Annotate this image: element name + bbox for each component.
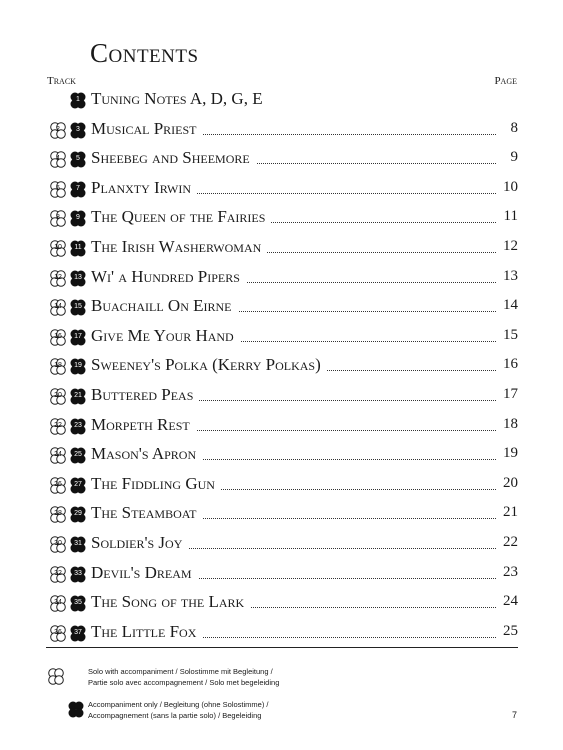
track-icons bbox=[46, 177, 91, 201]
solo-track-number: 10 bbox=[54, 244, 62, 251]
contents-row bbox=[46, 325, 518, 351]
tune-title: Devil's Dream bbox=[91, 563, 198, 583]
black-shamrock-icon bbox=[67, 327, 89, 349]
accompaniment-track-number: 1 bbox=[76, 96, 80, 103]
tune-title: The Queen of the Fairies bbox=[91, 207, 271, 227]
black-shamrock-icon bbox=[67, 268, 89, 290]
page-ref: 20 bbox=[497, 475, 518, 492]
track-icons bbox=[46, 443, 91, 467]
tune-title: Wi' a Hundred Pipers bbox=[91, 267, 246, 287]
tune-title: Sweeney's Polka (Kerry Polkas) bbox=[91, 355, 327, 375]
contents-row bbox=[46, 473, 518, 499]
accompaniment-track-number: 13 bbox=[74, 273, 82, 281]
solo-track-number: 6 bbox=[56, 184, 60, 192]
solo-track-number: 8 bbox=[56, 214, 60, 222]
accompaniment-track-number: 9 bbox=[76, 214, 80, 222]
white-shamrock-icon bbox=[47, 386, 69, 408]
dot-leader bbox=[156, 548, 496, 549]
tune-title: Tuning Notes A, D, G, E bbox=[91, 89, 269, 109]
dot-leader bbox=[156, 430, 496, 431]
tune-title: Buttered Peas bbox=[91, 385, 199, 405]
dot-leader bbox=[156, 459, 496, 460]
dot-leader bbox=[156, 193, 496, 194]
accompaniment-track-number: 25 bbox=[74, 451, 82, 459]
white-shamrock-icon bbox=[47, 268, 69, 290]
solo-track-number: 34 bbox=[54, 599, 62, 607]
page-column-header: Page bbox=[494, 75, 517, 87]
track-icons bbox=[46, 473, 91, 497]
page-ref: 14 bbox=[497, 297, 518, 314]
contents-row bbox=[46, 266, 518, 292]
white-shamrock-icon bbox=[47, 297, 69, 319]
track-icons bbox=[46, 295, 91, 319]
black-shamrock-icon bbox=[67, 120, 89, 142]
page-ref: 13 bbox=[497, 268, 518, 285]
accompaniment-track-number: 19 bbox=[74, 362, 82, 370]
solo-track-number: 14 bbox=[54, 303, 62, 311]
page-ref: 23 bbox=[497, 564, 518, 581]
page-ref: 19 bbox=[497, 445, 518, 462]
solo-track-number: 16 bbox=[54, 332, 62, 340]
black-shamrock-icon bbox=[67, 208, 89, 230]
page-ref: 22 bbox=[497, 534, 518, 551]
black-shamrock-icon bbox=[67, 386, 89, 408]
track-icons bbox=[46, 147, 91, 171]
track-icons bbox=[46, 118, 91, 142]
black-shamrock-icon bbox=[67, 534, 89, 556]
solo-track-number: 32 bbox=[54, 569, 62, 577]
contents-row bbox=[46, 532, 518, 558]
black-shamrock-icon bbox=[67, 416, 89, 438]
track-icons bbox=[46, 532, 91, 556]
contents-row bbox=[46, 562, 518, 588]
contents-row bbox=[46, 295, 518, 321]
legend-acc-line1: Accompaniment only / Begleitung (ohne Solostimme) / bbox=[88, 700, 269, 709]
contents-row bbox=[46, 502, 518, 528]
accompaniment-track-number: 21 bbox=[74, 392, 82, 399]
contents-row bbox=[46, 414, 518, 440]
track-icons bbox=[46, 354, 91, 378]
track-icons bbox=[46, 206, 91, 230]
track-icons bbox=[46, 502, 91, 526]
accompaniment-track-number: 15 bbox=[74, 303, 82, 311]
accompaniment-track-number: 17 bbox=[74, 332, 82, 340]
white-shamrock-icon bbox=[47, 356, 69, 378]
tune-title: The Irish Washerwoman bbox=[91, 237, 267, 257]
black-shamrock-icon bbox=[67, 297, 89, 319]
track-icons bbox=[46, 236, 91, 260]
white-shamrock-icon bbox=[47, 445, 69, 467]
tune-title: The Song of the Lark bbox=[91, 592, 250, 612]
black-shamrock-icon bbox=[67, 238, 89, 260]
accompaniment-track-number: 29 bbox=[74, 510, 82, 518]
solo-track-number: 18 bbox=[54, 362, 62, 370]
black-shamrock-icon bbox=[67, 356, 89, 378]
legend-solo-line2: Partie solo avec accompagnement / Solo met begeleiding bbox=[88, 678, 280, 687]
tune-title: Soldier's Joy bbox=[91, 533, 188, 553]
solo-track-number: 36 bbox=[54, 628, 62, 636]
tune-title: Morpeth Rest bbox=[91, 415, 196, 435]
page-ref: 24 bbox=[497, 593, 518, 610]
contents-row bbox=[46, 591, 518, 617]
dot-leader bbox=[156, 134, 496, 135]
solo-track-number: 30 bbox=[54, 540, 62, 547]
white-shamrock-icon bbox=[47, 238, 69, 260]
page-ref: 18 bbox=[497, 416, 518, 433]
tune-title: Mason's Apron bbox=[91, 444, 202, 464]
legend-acc-line2: Accompagnement (sans la partie solo) / Begeleiding bbox=[88, 711, 262, 720]
white-shamrock-icon bbox=[47, 120, 69, 142]
track-icons bbox=[46, 384, 91, 408]
page-ref: 17 bbox=[497, 386, 518, 403]
page-ref: 9 bbox=[505, 149, 519, 166]
tune-title: The Steamboat bbox=[91, 503, 202, 523]
white-shamrock-icon bbox=[47, 593, 69, 615]
tune-title: Sheebeg and Sheemore bbox=[91, 148, 256, 168]
track-icons bbox=[46, 414, 91, 438]
solo-track-number: 12 bbox=[54, 273, 62, 281]
track-icons bbox=[46, 325, 91, 349]
page-ref: 8 bbox=[505, 120, 519, 137]
black-shamrock-icon bbox=[67, 90, 89, 112]
black-shamrock-icon bbox=[65, 699, 87, 721]
white-shamrock-icon bbox=[47, 208, 69, 230]
page-ref: 10 bbox=[497, 179, 518, 196]
footer-divider bbox=[46, 647, 518, 648]
contents-row bbox=[46, 354, 518, 380]
accompaniment-track-number: 33 bbox=[74, 569, 82, 577]
page-ref: 12 bbox=[497, 238, 518, 255]
dot-leader bbox=[156, 637, 496, 638]
solo-track-number: 28 bbox=[54, 510, 62, 518]
black-shamrock-icon bbox=[67, 593, 89, 615]
contents-row bbox=[46, 88, 518, 114]
black-shamrock-icon bbox=[67, 179, 89, 201]
black-shamrock-icon bbox=[67, 445, 89, 467]
track-icons bbox=[46, 562, 91, 586]
accompaniment-track-number: 27 bbox=[74, 480, 82, 488]
dot-leader bbox=[156, 578, 496, 579]
contents-row bbox=[46, 177, 518, 203]
white-shamrock-icon bbox=[47, 475, 69, 497]
white-shamrock-icon bbox=[45, 666, 67, 688]
solo-track-number: 4 bbox=[56, 155, 60, 163]
accompaniment-track-number: 37 bbox=[74, 628, 82, 636]
black-shamrock-icon bbox=[67, 149, 89, 171]
solo-track-number: 24 bbox=[54, 451, 62, 459]
accompaniment-track-number: 3 bbox=[76, 125, 80, 133]
page-title: Contents bbox=[90, 38, 199, 68]
accompaniment-track-number: 11 bbox=[74, 244, 82, 251]
accompaniment-track-number: 31 bbox=[74, 540, 82, 547]
track-column-header: Track bbox=[47, 75, 76, 87]
page-ref: 11 bbox=[498, 208, 518, 225]
dot-leader bbox=[156, 400, 496, 401]
page-ref: 16 bbox=[497, 356, 518, 373]
contents-row bbox=[46, 206, 518, 232]
contents-row bbox=[46, 443, 518, 469]
tune-title: Buachaill On Eirne bbox=[91, 296, 238, 316]
accompaniment-track-number: 5 bbox=[76, 155, 80, 163]
tune-title: The Little Fox bbox=[91, 622, 202, 642]
track-icons bbox=[46, 591, 91, 615]
white-shamrock-icon bbox=[47, 149, 69, 171]
white-shamrock-icon bbox=[47, 504, 69, 526]
page-number: 7 bbox=[511, 710, 517, 720]
contents-row bbox=[46, 147, 518, 173]
solo-track-number: 22 bbox=[54, 421, 62, 429]
white-shamrock-icon bbox=[47, 416, 69, 438]
white-shamrock-icon bbox=[47, 327, 69, 349]
black-shamrock-icon bbox=[67, 564, 89, 586]
contents-row bbox=[46, 384, 518, 410]
white-shamrock-icon bbox=[47, 564, 69, 586]
accompaniment-track-number: 23 bbox=[74, 421, 82, 429]
page-ref: 25 bbox=[497, 623, 518, 640]
accompaniment-track-number: 7 bbox=[76, 184, 80, 192]
contents-row bbox=[46, 118, 518, 144]
page-ref: 21 bbox=[497, 504, 518, 521]
accompaniment-track-number: 35 bbox=[74, 599, 82, 607]
dot-leader bbox=[156, 518, 496, 519]
white-shamrock-icon bbox=[47, 534, 69, 556]
solo-track-number: 20 bbox=[54, 392, 62, 399]
tune-title: Musical Priest bbox=[91, 119, 203, 139]
contents-row bbox=[46, 621, 518, 647]
tune-title: Planxty Irwin bbox=[91, 178, 197, 198]
legend-solo-line1: Solo with accompaniment / Solostimme mit Begleitung / bbox=[88, 667, 273, 676]
solo-track-number: 26 bbox=[54, 480, 62, 488]
tune-title: The Fiddling Gun bbox=[91, 474, 221, 494]
track-icons bbox=[46, 621, 91, 645]
tune-title: Give Me Your Hand bbox=[91, 326, 240, 346]
white-shamrock-icon bbox=[47, 623, 69, 645]
contents-row bbox=[46, 236, 518, 262]
black-shamrock-icon bbox=[67, 623, 89, 645]
solo-track-number: 2 bbox=[56, 125, 60, 133]
black-shamrock-icon bbox=[67, 475, 89, 497]
black-shamrock-icon bbox=[67, 504, 89, 526]
track-icons bbox=[46, 88, 91, 112]
track-icons bbox=[46, 266, 91, 290]
page-ref: 15 bbox=[497, 327, 518, 344]
white-shamrock-icon bbox=[47, 179, 69, 201]
